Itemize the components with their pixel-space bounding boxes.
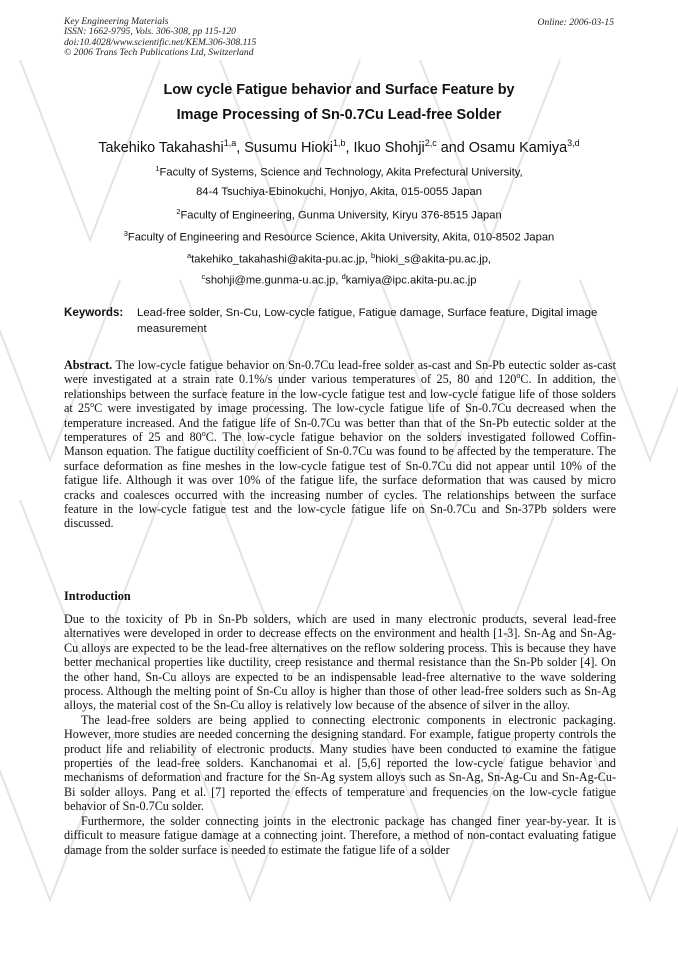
author-sup: 2,c (424, 138, 437, 148)
author-name: Osamu Kamiya (468, 139, 568, 156)
email-text: shohji@me.gunma-u.ac.jp, (205, 274, 342, 287)
introduction-heading: Introduction (64, 589, 131, 603)
affiliation-text: Faculty of Engineering and Resource Science, Akita University, Akita, 010-8502 Japan (127, 231, 555, 244)
author-name: Susumu Hioki (244, 139, 333, 156)
journal-doi: doi:10.4028/www.scientific.net/KEM.306-308.115 (64, 36, 257, 48)
abstract-text: C were investigated by image processing. The low-cycle fatigue life of Sn-0.7Cu decreased when the temperature increased. And the fatigue life of Sn-0.7Cu was better than that of the Sn-Pb eutectic solder at the temperatures of 25 and 80 (64, 401, 617, 445)
author-separator: , (236, 139, 245, 156)
keywords-label: Keywords: (64, 306, 124, 319)
author-separator: , (345, 139, 354, 156)
paper-title-line1: Low cycle Fatigue behavior and Surface Feature by (163, 82, 515, 98)
affiliation-text: Faculty of Systems, Science and Technology, Akita Prefectural University, (159, 166, 523, 179)
affiliation-2 (0, 207, 678, 222)
affiliation-1-line2: 84-4 Tsuchiya-Ebinokuchi, Honjyo, Akita, 015-0055 Japan (196, 186, 482, 198)
abstract-text: C. The low-cycle fatigue behavior on the solders investigated followed Coffin-Manson equation. The fatigue ductility coefficient of Sn-0.7Cu was found to be affected by the temperature. The surface deformation as fine meshes in the low-cycle fatigue test of Sn-0.7Cu did not appear until 10% of the fatigue life. Although it was over 10% of the fatigue life, the surface deformation that was caused by micro cracks and coalesces occurred with the increasing number of cycles. The relationships between the surface feature in the low-cycle fatigue test and the low-cycle fatigue life on Sn-0.7Cu and Sn-37Pb solders were discussed. (64, 430, 616, 531)
author-name: Takehiko Takahashi (98, 139, 224, 156)
email-line-2 (0, 272, 678, 287)
abstract-text: The low-cycle fatigue behavior on Sn-0.7Cu lead-free solder as-cast and Sn-Pb eutectic solder as-cast were investigated at a strain rate 0.1%/s under various temperatures of 25, 80 and 120 (64, 358, 616, 387)
email-sup: d (341, 272, 346, 281)
introduction-body (64, 612, 616, 857)
affiliation-sup: 1 (155, 164, 160, 173)
email-text: takehiko_takahashi@akita-pu.ac.jp, (191, 253, 372, 266)
affiliation-sup: 2 (176, 207, 181, 216)
affiliation-text: Faculty of Engineering, Gunma University, Kiryu 376-8515 Japan (180, 209, 502, 222)
keywords-text: Lead-free solder, Sn-Cu, Low-cycle fatigue, Fatigue damage, Surface feature, Digital image measurement (137, 307, 598, 335)
author-name: Ikuo Shohji (353, 139, 425, 156)
email-line-1 (0, 251, 678, 266)
degree-sup: o (516, 371, 521, 381)
email-text: kamiya@ipc.akita-pu.ac.jp (345, 274, 477, 287)
degree-sup: o (201, 428, 206, 438)
author-list (0, 138, 678, 156)
degree-sup: o (90, 400, 95, 410)
affiliation-sup: 3 (123, 229, 128, 238)
affiliation-1-line1 (0, 164, 678, 179)
email-sup: c (201, 272, 206, 281)
author-sup: 1,a (223, 138, 237, 148)
email-text: hioki_s@akita-pu.ac.jp, (375, 253, 492, 266)
email-sup: b (371, 251, 376, 260)
journal-header (64, 17, 256, 58)
author-sup: 1,b (333, 138, 346, 148)
author-sup: 3,d (567, 138, 580, 148)
abstract-text: C. In addition, the relationships between the surface feature in the low-cycle fatigue test and low-cycle fatigue life of those solders at 25 (64, 372, 616, 416)
paragraph: Due to the toxicity of Pb in Sn-Pb solders, which are used in many electronic products, several lead-free alternatives were developed in order to decrease effects on the environment and health [1-3]. Sn-Ag and Sn-Ag-Cu alloys are expected to be the lead-free alternatives on the reflow soldering process. This is because they have better mechanical properties like ductility, creep resistance and thermal resistance than the Sn-Pb solder [4]. On the other hand, Sn-Cu alloys are expected to be an indispensable lead-free alternative to the wave soldering process. Although the melting point of Sn-Cu alloy is higher than those of other lead-free solders such as Sn-Ag alloys, the material cost of the Sn-Cu alloy is relatively low because of the absence of silver in the alloy. (64, 612, 616, 713)
abstract (64, 358, 616, 531)
author-and: and (436, 139, 469, 156)
abstract-label: Abstract. (64, 358, 113, 372)
journal-issn: ISSN: 1662-9795, Vols. 306-308, pp 115-120 (64, 26, 236, 38)
journal-name: Key Engineering Materials (64, 16, 169, 27)
paragraph: The lead-free solders are being applied to connecting electronic components in electronic packaging. However, more studies are needed concerning the designing standard. For example, fatigue property controls the product life and reliability of electronic products. Many studies have been conducted to examine the fatigue properties of the lead-free solders. Kanchanomai et al. [5,6] reported the low-cycle fatigue behavior and mechanisms of deformation and fracture for the Sn-Ag system alloys such as Sn-Ag, Sn-Ag-Cu and Sn-Ag-Cu-Bi solder alloys. Pang et al. [7] reported the effects of temperature and frequencies on the low-cycle fatigue behavior of Sn-0.7Cu solder. (64, 712, 616, 814)
online-date: Online: 2006-03-15 (537, 17, 614, 28)
paper-title-line2: Image Processing of Sn-0.7Cu Lead-free Solder (176, 107, 502, 123)
email-sup: a (186, 251, 192, 260)
paragraph: Furthermore, the solder connecting joints in the electronic package has changed finer year-by-year. It is difficult to measure fatigue damage at a connecting joint. Therefore, a method of non-contact evaluating fatigue damage from the solder surface is needed to estimate the fatigue life of a solder (64, 813, 616, 857)
affiliation-3 (0, 229, 678, 244)
journal-copyright: © 2006 Trans Tech Publications Ltd, Switzerland (64, 46, 254, 58)
